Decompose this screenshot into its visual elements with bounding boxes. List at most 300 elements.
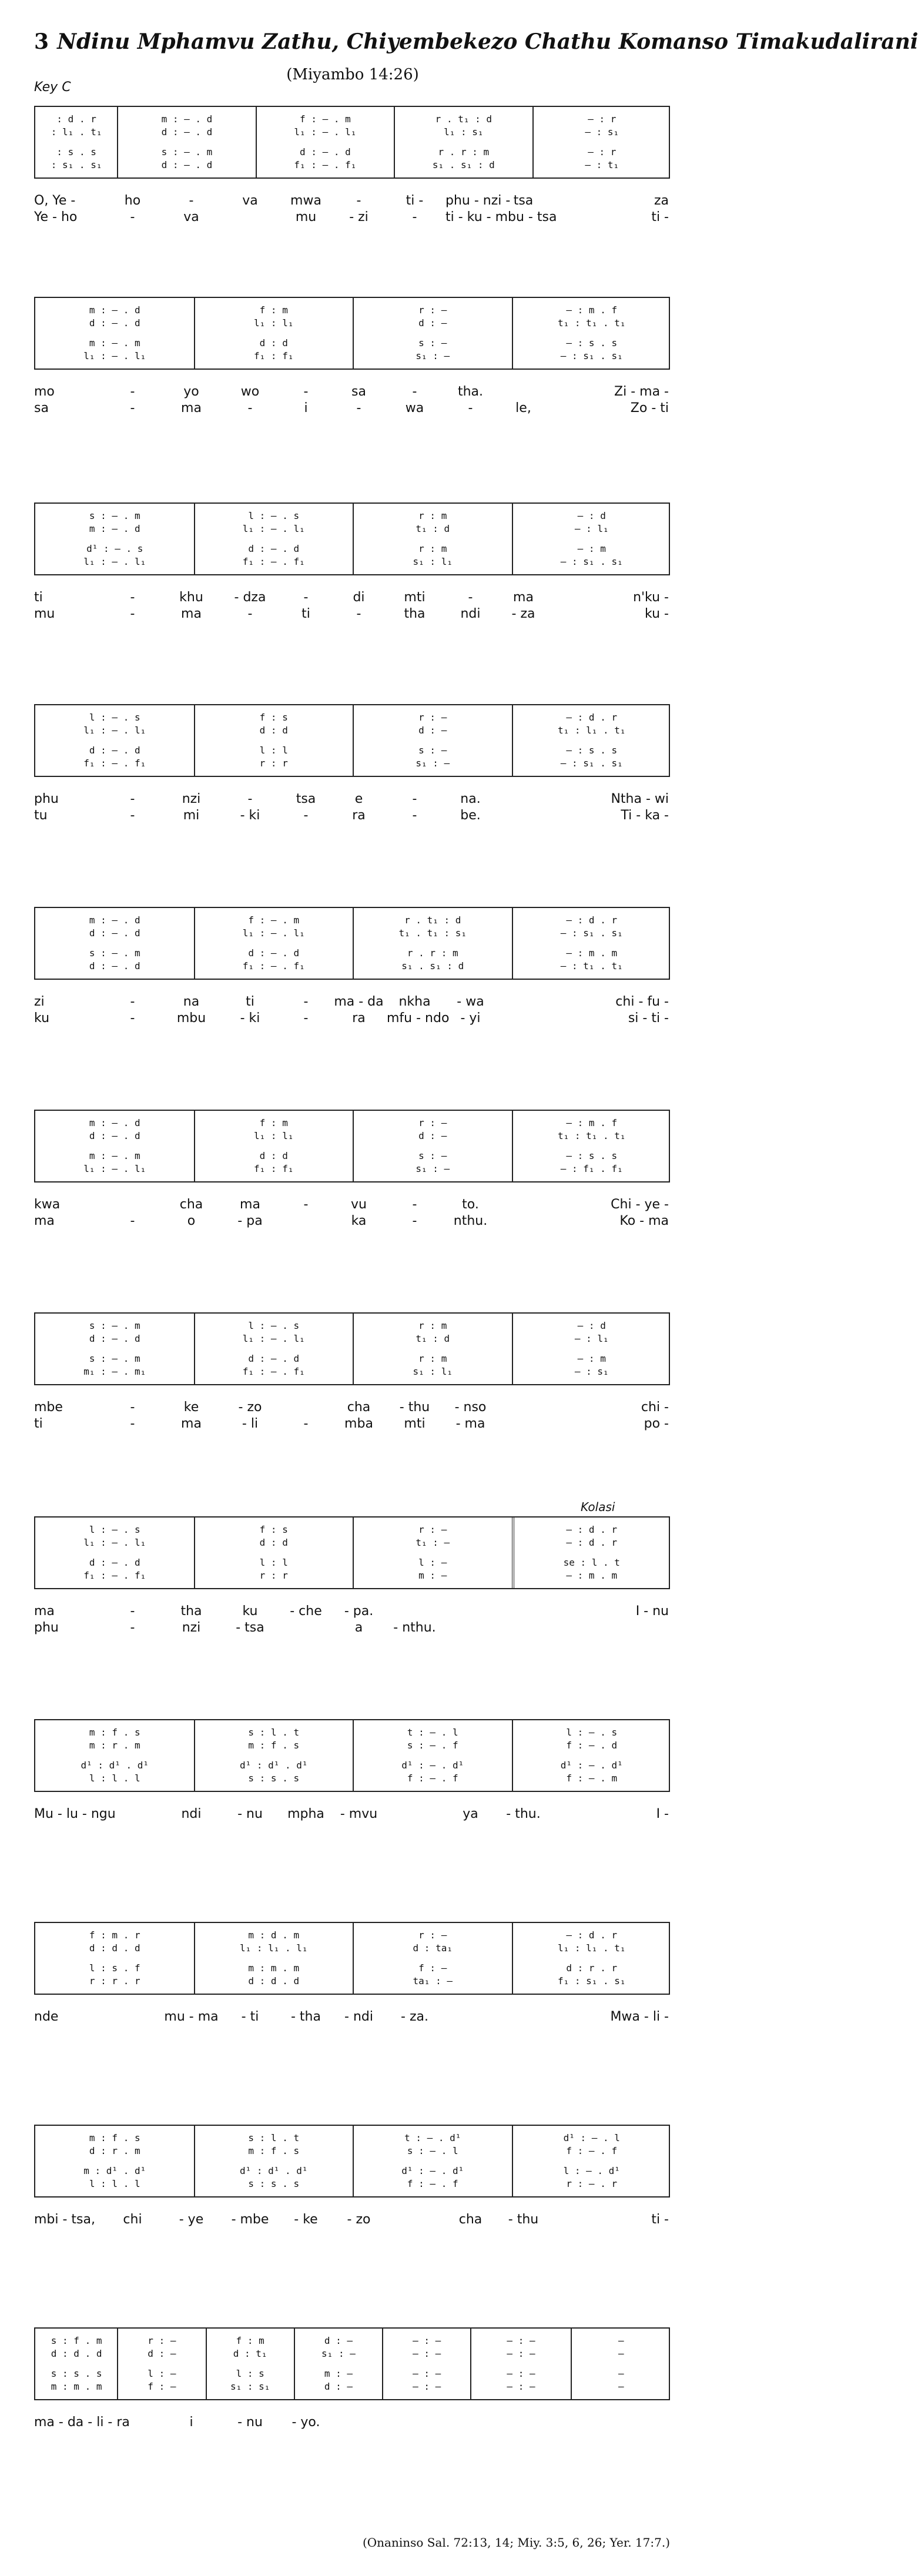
solfa-cell: l : l xyxy=(259,1557,288,1568)
lyric-syllable: tha xyxy=(404,607,426,621)
lyric-syllable: ti xyxy=(301,607,310,621)
voice-row xyxy=(35,1117,669,1130)
solfa-cell: f : – . f xyxy=(407,1773,458,1784)
solfa-cell: m : – . d xyxy=(89,915,140,926)
solfa-cell: s : — xyxy=(418,1150,447,1161)
solfa-cell: r : r xyxy=(259,1570,288,1581)
lyric-syllable: - xyxy=(130,384,135,399)
lyric-syllable: - xyxy=(303,384,309,399)
lyric-syllable: - xyxy=(412,1214,417,1228)
lyric-syllable: na xyxy=(183,994,200,1009)
lyric-syllable: za xyxy=(654,193,669,208)
voice-row xyxy=(35,1163,669,1175)
solfa-cell: m : – . m xyxy=(89,337,140,349)
lyric-syllable: tsa xyxy=(296,792,316,806)
lyric-syllable: nzi xyxy=(182,1620,201,1635)
lyric-line xyxy=(34,1197,670,1213)
lyric-syllable: - xyxy=(247,401,253,416)
lyric-syllable xyxy=(551,1603,607,1620)
solfa-cell: s : — xyxy=(418,337,447,349)
solfa-cell: l₁ : l₁ xyxy=(254,1130,294,1141)
solfa-cell: — : — xyxy=(413,2368,441,2379)
lyric-syllable: ka xyxy=(351,1214,367,1228)
solfa-cell: l : l . l xyxy=(89,1773,140,1784)
lyric-syllable: mti xyxy=(404,590,426,605)
lyric-syllable: - mvu xyxy=(340,1807,378,1821)
lyric-syllable xyxy=(445,1603,495,1620)
lyric-syllable: tu xyxy=(34,808,48,823)
lyric-syllable: - nu xyxy=(237,2415,263,2430)
solfa-staff xyxy=(34,1110,670,1183)
solfa-cell: — : — xyxy=(507,2368,535,2379)
lyric-syllable: kwa xyxy=(34,1197,61,1212)
lyric-syllable: - ti xyxy=(241,2009,259,2024)
lyrics-block xyxy=(34,2009,670,2025)
solfa-cell: m : — xyxy=(324,2368,353,2379)
lyrics-block xyxy=(34,1603,670,1636)
lyric-syllable: le, xyxy=(515,401,531,416)
lyric-syllable: Ko - ma xyxy=(619,1214,669,1228)
solfa-cell: — xyxy=(618,2381,624,2392)
solfa-cell: l : – . d¹ xyxy=(563,2165,620,2176)
solfa-staff xyxy=(34,2125,670,2198)
lyric-syllable: ma xyxy=(34,1604,55,1619)
lyric-syllable: ti - xyxy=(651,210,669,225)
voice-row xyxy=(35,927,669,940)
lyric-syllable: - li xyxy=(242,1416,259,1431)
solfa-cell: l₁ : – . l₁ xyxy=(83,1537,146,1548)
solfa-cell: m : d¹ . d¹ xyxy=(83,2165,146,2176)
lyric-line xyxy=(34,400,670,417)
solfa-cell: d¹ : d¹ . d¹ xyxy=(239,1760,308,1771)
lyric-syllable: - xyxy=(468,590,473,605)
voice-row xyxy=(35,2367,669,2380)
lyric-syllable: cha xyxy=(179,1197,203,1212)
lyric-syllable: I - nu xyxy=(635,1604,669,1619)
lyric-syllable xyxy=(105,1806,160,1823)
solfa-cell: se : l . t xyxy=(563,1557,620,1568)
solfa-cell: — : m . m xyxy=(566,947,618,959)
solfa-cell: d : — xyxy=(148,2348,176,2359)
lyric-syllable xyxy=(551,1213,607,1230)
solfa-cell: d : d . d xyxy=(89,1942,140,1954)
solfa-cell: d : – . d xyxy=(89,317,140,329)
solfa-cell: — : — xyxy=(507,2381,535,2392)
lyric-syllable xyxy=(551,1399,607,1416)
song-number: 3 xyxy=(34,29,49,54)
lyric-syllable: - xyxy=(303,1011,309,1026)
lyric-syllable: - xyxy=(303,1197,309,1212)
lyric-syllable xyxy=(498,2009,548,2025)
music-system xyxy=(34,1312,670,1489)
lyric-syllable: - ma xyxy=(455,1416,485,1431)
lyric-syllable: mbe xyxy=(34,1400,63,1415)
lyric-syllable: di xyxy=(353,590,365,605)
lyric-syllable xyxy=(387,1806,443,1823)
solfa-cell: r : — xyxy=(418,1930,447,1941)
lyric-syllable: Zo - ti xyxy=(630,401,669,416)
lyric-syllable xyxy=(551,1806,607,1823)
lyric-line xyxy=(34,994,670,1010)
solfa-cell: r . r : m xyxy=(407,947,458,959)
lyric-syllable: - zo xyxy=(238,1400,262,1415)
solfa-cell: r : m xyxy=(418,510,447,521)
solfa-cell: s : – . m xyxy=(89,1320,140,1331)
solfa-cell: d : — xyxy=(418,1130,447,1141)
solfa-cell: m : r . m xyxy=(89,1740,140,1751)
voice-row xyxy=(35,1130,669,1143)
solfa-cell: f₁ : f₁ xyxy=(254,350,294,361)
solfa-cell: t₁ : — xyxy=(416,1537,450,1548)
solfa-cell: m : — xyxy=(418,1570,447,1581)
solfa-cell: s₁ : — xyxy=(321,2348,356,2359)
lyric-syllable xyxy=(551,209,607,226)
lyric-syllable: cha xyxy=(458,2212,483,2227)
solfa-cell: d¹ : – . d¹ xyxy=(401,1760,464,1771)
solfa-cell: t₁ : t₁ . t₁ xyxy=(557,317,626,329)
solfa-cell: m₁ : – . m₁ xyxy=(83,1366,146,1377)
lyric-line xyxy=(34,193,670,209)
music-system xyxy=(34,1922,670,2098)
solfa-cell: f : m xyxy=(236,2335,264,2346)
solfa-cell: — : — xyxy=(413,2381,441,2392)
lyric-syllable: khu xyxy=(179,590,203,605)
lyric-syllable: tha xyxy=(180,1604,202,1619)
solfa-cell: s : – . f xyxy=(407,1740,458,1751)
lyric-syllable: nkha xyxy=(398,994,431,1009)
solfa-cell: t₁ : t₁ . t₁ xyxy=(557,1130,626,1141)
solfa-cell: f : s xyxy=(259,712,288,723)
voice-row xyxy=(35,744,669,757)
solfa-cell: m : – . d xyxy=(89,523,140,534)
lyric-syllable: i xyxy=(189,2415,193,2430)
solfa-cell: ta₁ : — xyxy=(413,1975,453,1987)
solfa-staff xyxy=(34,1312,670,1385)
lyric-line xyxy=(34,606,670,622)
solfa-cell: s : – . m xyxy=(89,1353,140,1364)
solfa-cell: l₁ : – . l₁ xyxy=(83,1163,146,1174)
solfa-cell: s₁ . s₁ : d xyxy=(432,159,495,170)
lyric-syllable: ma xyxy=(240,1197,260,1212)
lyric-syllable: ku xyxy=(34,1011,50,1026)
solfa-staff xyxy=(34,106,670,179)
lyric-syllable: ya xyxy=(463,1807,478,1821)
music-system xyxy=(34,704,670,880)
lyric-syllable: - xyxy=(189,193,194,208)
solfa-cell: — : d . r xyxy=(566,1930,618,1941)
solfa-cell: — : l₁ xyxy=(574,523,609,534)
lyric-syllable xyxy=(498,2414,548,2431)
lyric-syllable: ku xyxy=(242,1604,258,1619)
solfa-cell: — xyxy=(618,2335,624,2346)
lyric-syllable: Ye - ho xyxy=(34,210,78,225)
solfa-cell: — : — xyxy=(507,2348,535,2359)
lyric-syllable: phu - nzi - xyxy=(445,193,511,208)
voice-row xyxy=(35,2380,669,2393)
solfa-cell: f : m xyxy=(259,1117,288,1128)
solfa-cell: s : – . l xyxy=(407,2145,458,2156)
lyric-syllable xyxy=(498,1620,548,1636)
lyric-syllable: mu xyxy=(295,210,317,225)
lyric-syllable: - ndi xyxy=(344,2009,373,2024)
solfa-cell: f₁ : – . f₁ xyxy=(83,1570,146,1581)
lyrics-block xyxy=(34,2212,670,2228)
solfa-cell: s₁ : s₁ xyxy=(230,2381,270,2392)
voice-row xyxy=(35,1556,669,1569)
lyric-syllable: mti xyxy=(404,1416,426,1431)
solfa-cell: r : m xyxy=(418,1320,447,1331)
lyric-syllable xyxy=(551,808,607,824)
music-system xyxy=(34,503,670,679)
lyric-syllable: ma - da - li - ra xyxy=(34,2415,130,2430)
voice-row xyxy=(35,914,669,927)
lyric-syllable: - xyxy=(130,1604,135,1619)
solfa-cell: — : m xyxy=(577,543,606,554)
solfa-cell: d : – . d xyxy=(89,1333,140,1344)
lyric-syllable xyxy=(445,2414,495,2431)
lyric-syllable: na. xyxy=(460,792,481,806)
lyric-syllable: - wa xyxy=(457,994,484,1009)
lyric-syllable: ti xyxy=(34,590,43,605)
lyric-syllable: - xyxy=(130,808,135,823)
lyric-syllable: va xyxy=(242,193,258,208)
lyric-syllable: ku - xyxy=(645,607,669,621)
lyric-syllable: mfu - ndo xyxy=(387,1011,450,1026)
lyric-syllable: - xyxy=(303,808,309,823)
solfa-cell: d : – . d xyxy=(248,947,300,959)
lyric-syllable: nzi xyxy=(182,792,201,806)
lyric-syllable: phu xyxy=(34,792,59,806)
lyric-syllable xyxy=(498,1416,548,1432)
lyric-syllable: tha. xyxy=(457,384,484,399)
solfa-cell: r . r : m xyxy=(438,146,490,158)
solfa-cell: t₁ : d xyxy=(416,1333,450,1344)
lyric-syllable: - mbe xyxy=(231,2212,269,2227)
solfa-cell: — : m . f xyxy=(566,304,618,316)
voice-row xyxy=(35,1352,669,1365)
lyric-syllable: yo xyxy=(183,384,199,399)
solfa-cell: — : d . r xyxy=(566,1524,618,1535)
solfa-cell: d¹ : – . d¹ xyxy=(560,1760,623,1771)
solfa-cell: s₁ . s₁ : d xyxy=(401,960,464,972)
solfa-staff xyxy=(34,1516,670,1589)
solfa-cell: m : – . d xyxy=(89,304,140,316)
voice-row xyxy=(35,1962,669,1975)
solfa-cell: s : — xyxy=(418,745,447,756)
lyric-syllable: - xyxy=(412,808,417,823)
lyric-syllable: vu xyxy=(351,1197,367,1212)
solfa-cell: d : – . d xyxy=(89,1130,140,1141)
solfa-cell: f : — xyxy=(148,2381,176,2392)
lyric-syllable: - xyxy=(247,607,253,621)
lyric-syllable: ma - da xyxy=(334,994,384,1009)
lyric-syllable: va xyxy=(183,210,199,225)
lyric-syllable: - xyxy=(130,401,135,416)
lyric-syllable: - ke xyxy=(294,2212,318,2227)
solfa-cell: — : s . s xyxy=(566,1150,618,1161)
lyric-syllable: ma xyxy=(34,1214,55,1228)
lyric-line xyxy=(34,1399,670,1416)
solfa-cell: r : – . r xyxy=(566,2178,618,2189)
lyric-syllable: - xyxy=(130,1011,135,1026)
lyrics-block xyxy=(34,791,670,824)
solfa-cell: — : s₁ . s₁ xyxy=(560,350,623,361)
lyric-syllable xyxy=(551,2009,607,2025)
lyric-syllable: be. xyxy=(460,808,481,823)
lyric-line xyxy=(34,1010,670,1027)
solfa-cell: : l₁ . t₁ xyxy=(51,126,102,138)
solfa-cell: f₁ : – . f₁ xyxy=(294,159,357,170)
solfa-cell: l : s . f xyxy=(89,1962,140,1974)
lyric-syllable: Zi - ma - xyxy=(614,384,669,399)
lyric-syllable: si - ti - xyxy=(628,1011,669,1026)
lyric-syllable xyxy=(222,209,278,226)
solfa-cell: d : — xyxy=(418,317,447,329)
music-system xyxy=(34,1719,670,1895)
music-system xyxy=(34,1500,670,1693)
solfa-cell: — : d xyxy=(577,1320,606,1331)
solfa-staff xyxy=(34,503,670,575)
lyric-syllable xyxy=(105,2009,160,2025)
solfa-cell: f : – . m xyxy=(248,915,300,926)
lyric-syllable xyxy=(551,193,607,209)
solfa-cell: d : d . d xyxy=(248,1975,300,1987)
solfa-cell: d : t₁ xyxy=(233,2348,267,2359)
voice-row xyxy=(35,1739,669,1752)
solfa-cell: r : — xyxy=(418,304,447,316)
solfa-cell: r : — xyxy=(418,1524,447,1535)
lyric-line xyxy=(34,589,670,606)
solfa-cell: s₁ : l₁ xyxy=(413,1366,453,1377)
voice-row xyxy=(35,1759,669,1772)
lyric-syllable xyxy=(281,1620,331,1636)
lyric-syllable: mu - ma xyxy=(164,2009,219,2024)
lyric-syllable xyxy=(551,994,607,1010)
lyric-syllable: - nthu. xyxy=(393,1620,436,1635)
voice-row xyxy=(35,1929,669,1942)
lyric-syllable: n'ku - xyxy=(633,590,669,605)
lyric-syllable xyxy=(387,2212,443,2228)
solfa-cell: l : l . l xyxy=(89,2178,140,2189)
solfa-cell: r . t₁ : d xyxy=(435,113,492,125)
voice-row xyxy=(35,126,669,139)
solfa-cell: f₁ : – . f₁ xyxy=(242,556,305,567)
solfa-cell: l₁ : s₁ xyxy=(444,126,484,138)
solfa-cell: l : s xyxy=(236,2368,264,2379)
solfa-cell: r : — xyxy=(418,1117,447,1128)
solfa-cell: m : m . m xyxy=(248,1962,300,1974)
lyric-syllable: - xyxy=(130,210,135,225)
song-title xyxy=(34,29,918,54)
solfa-cell: l : — xyxy=(148,2368,176,2379)
solfa-cell: d : – . d xyxy=(248,543,300,554)
lyric-syllable xyxy=(498,994,548,1010)
solfa-cell: — : — xyxy=(413,2348,441,2359)
solfa-cell: m : f . s xyxy=(89,2132,140,2143)
lyric-syllable xyxy=(551,606,607,622)
lyric-syllable: - thu xyxy=(508,2212,539,2227)
solfa-cell: d : ta₁ xyxy=(413,1942,453,1954)
lyric-syllable: - xyxy=(356,607,361,621)
solfa-cell: f : – . m xyxy=(300,113,351,125)
lyric-line xyxy=(34,384,670,400)
solfa-cell: l₁ : – . l₁ xyxy=(83,556,146,567)
lyric-syllable: i xyxy=(304,401,308,416)
lyric-syllable: Ntha - wi xyxy=(611,792,669,806)
lyric-line xyxy=(34,1213,670,1230)
lyric-line xyxy=(34,1603,670,1620)
lyric-line xyxy=(34,1416,670,1432)
lyric-syllable: ma xyxy=(181,1416,202,1431)
solfa-cell: s : s . s xyxy=(51,2368,102,2379)
voice-row xyxy=(35,350,669,363)
solfa-cell: d : – . d xyxy=(89,745,140,756)
lyric-syllable xyxy=(551,2414,607,2431)
key-signature: Key C xyxy=(34,80,71,95)
solfa-cell: : s . s xyxy=(56,146,96,158)
solfa-cell: l : – . s xyxy=(566,1727,618,1738)
lyric-syllable: ti xyxy=(246,994,254,1009)
lyric-syllable: mo xyxy=(34,384,55,399)
solfa-cell: m : f . s xyxy=(89,1727,140,1738)
solfa-cell: s₁ : — xyxy=(416,1163,450,1174)
lyric-syllable: - xyxy=(130,1620,135,1635)
solfa-cell: : s₁ . s₁ xyxy=(51,159,102,170)
solfa-cell: s : l . t xyxy=(248,1727,300,1738)
lyric-syllable: cha xyxy=(347,1400,371,1415)
solfa-cell: r . t₁ : d xyxy=(404,915,461,926)
solfa-cell: — xyxy=(618,2368,624,2379)
lyric-line xyxy=(34,1620,670,1636)
solfa-cell: d¹ : d¹ . d¹ xyxy=(81,1760,149,1771)
lyrics-block xyxy=(34,1399,670,1432)
solfa-staff xyxy=(34,704,670,777)
voice-row xyxy=(35,146,669,159)
lyrics-block xyxy=(34,1197,670,1230)
solfa-cell: d : d . d xyxy=(51,2348,102,2359)
scripture-reference: (Miyambo 14:26) xyxy=(286,66,419,83)
lyric-syllable: wo xyxy=(240,384,260,399)
lyric-syllable: - tha xyxy=(291,2009,321,2024)
solfa-cell: — : — xyxy=(507,2335,535,2346)
solfa-cell: l₁ : – . l₁ xyxy=(242,927,305,939)
lyric-syllable: - xyxy=(130,792,135,806)
lyric-syllable: nthu. xyxy=(453,1214,488,1228)
solfa-cell: — : t₁ . t₁ xyxy=(560,960,623,972)
lyric-syllable: chi - fu - xyxy=(615,994,669,1009)
lyric-syllable: ti - xyxy=(651,2212,669,2227)
music-system xyxy=(34,297,670,473)
lyric-syllable: ma xyxy=(181,401,202,416)
lyric-syllable xyxy=(551,1010,607,1027)
lyrics-block xyxy=(34,384,670,417)
solfa-cell: l : — xyxy=(418,1557,447,1568)
voice-row xyxy=(35,1975,669,1988)
solfa-staff xyxy=(34,2327,670,2400)
solfa-cell: f : m . r xyxy=(89,1930,140,1941)
lyric-syllable: - xyxy=(412,210,417,225)
solfa-cell: r : r xyxy=(259,758,288,769)
voice-row xyxy=(35,1726,669,1739)
solfa-cell: f₁ : f₁ xyxy=(254,1163,294,1174)
lyric-syllable xyxy=(334,2414,384,2431)
solfa-cell: — : t₁ xyxy=(585,159,619,170)
lyric-syllable: - zi xyxy=(349,210,368,225)
lyric-syllable: tsa xyxy=(513,193,534,208)
lyric-syllable: o xyxy=(187,1214,196,1228)
solfa-cell: — xyxy=(618,2348,624,2359)
solfa-cell: d : d xyxy=(259,1150,288,1161)
